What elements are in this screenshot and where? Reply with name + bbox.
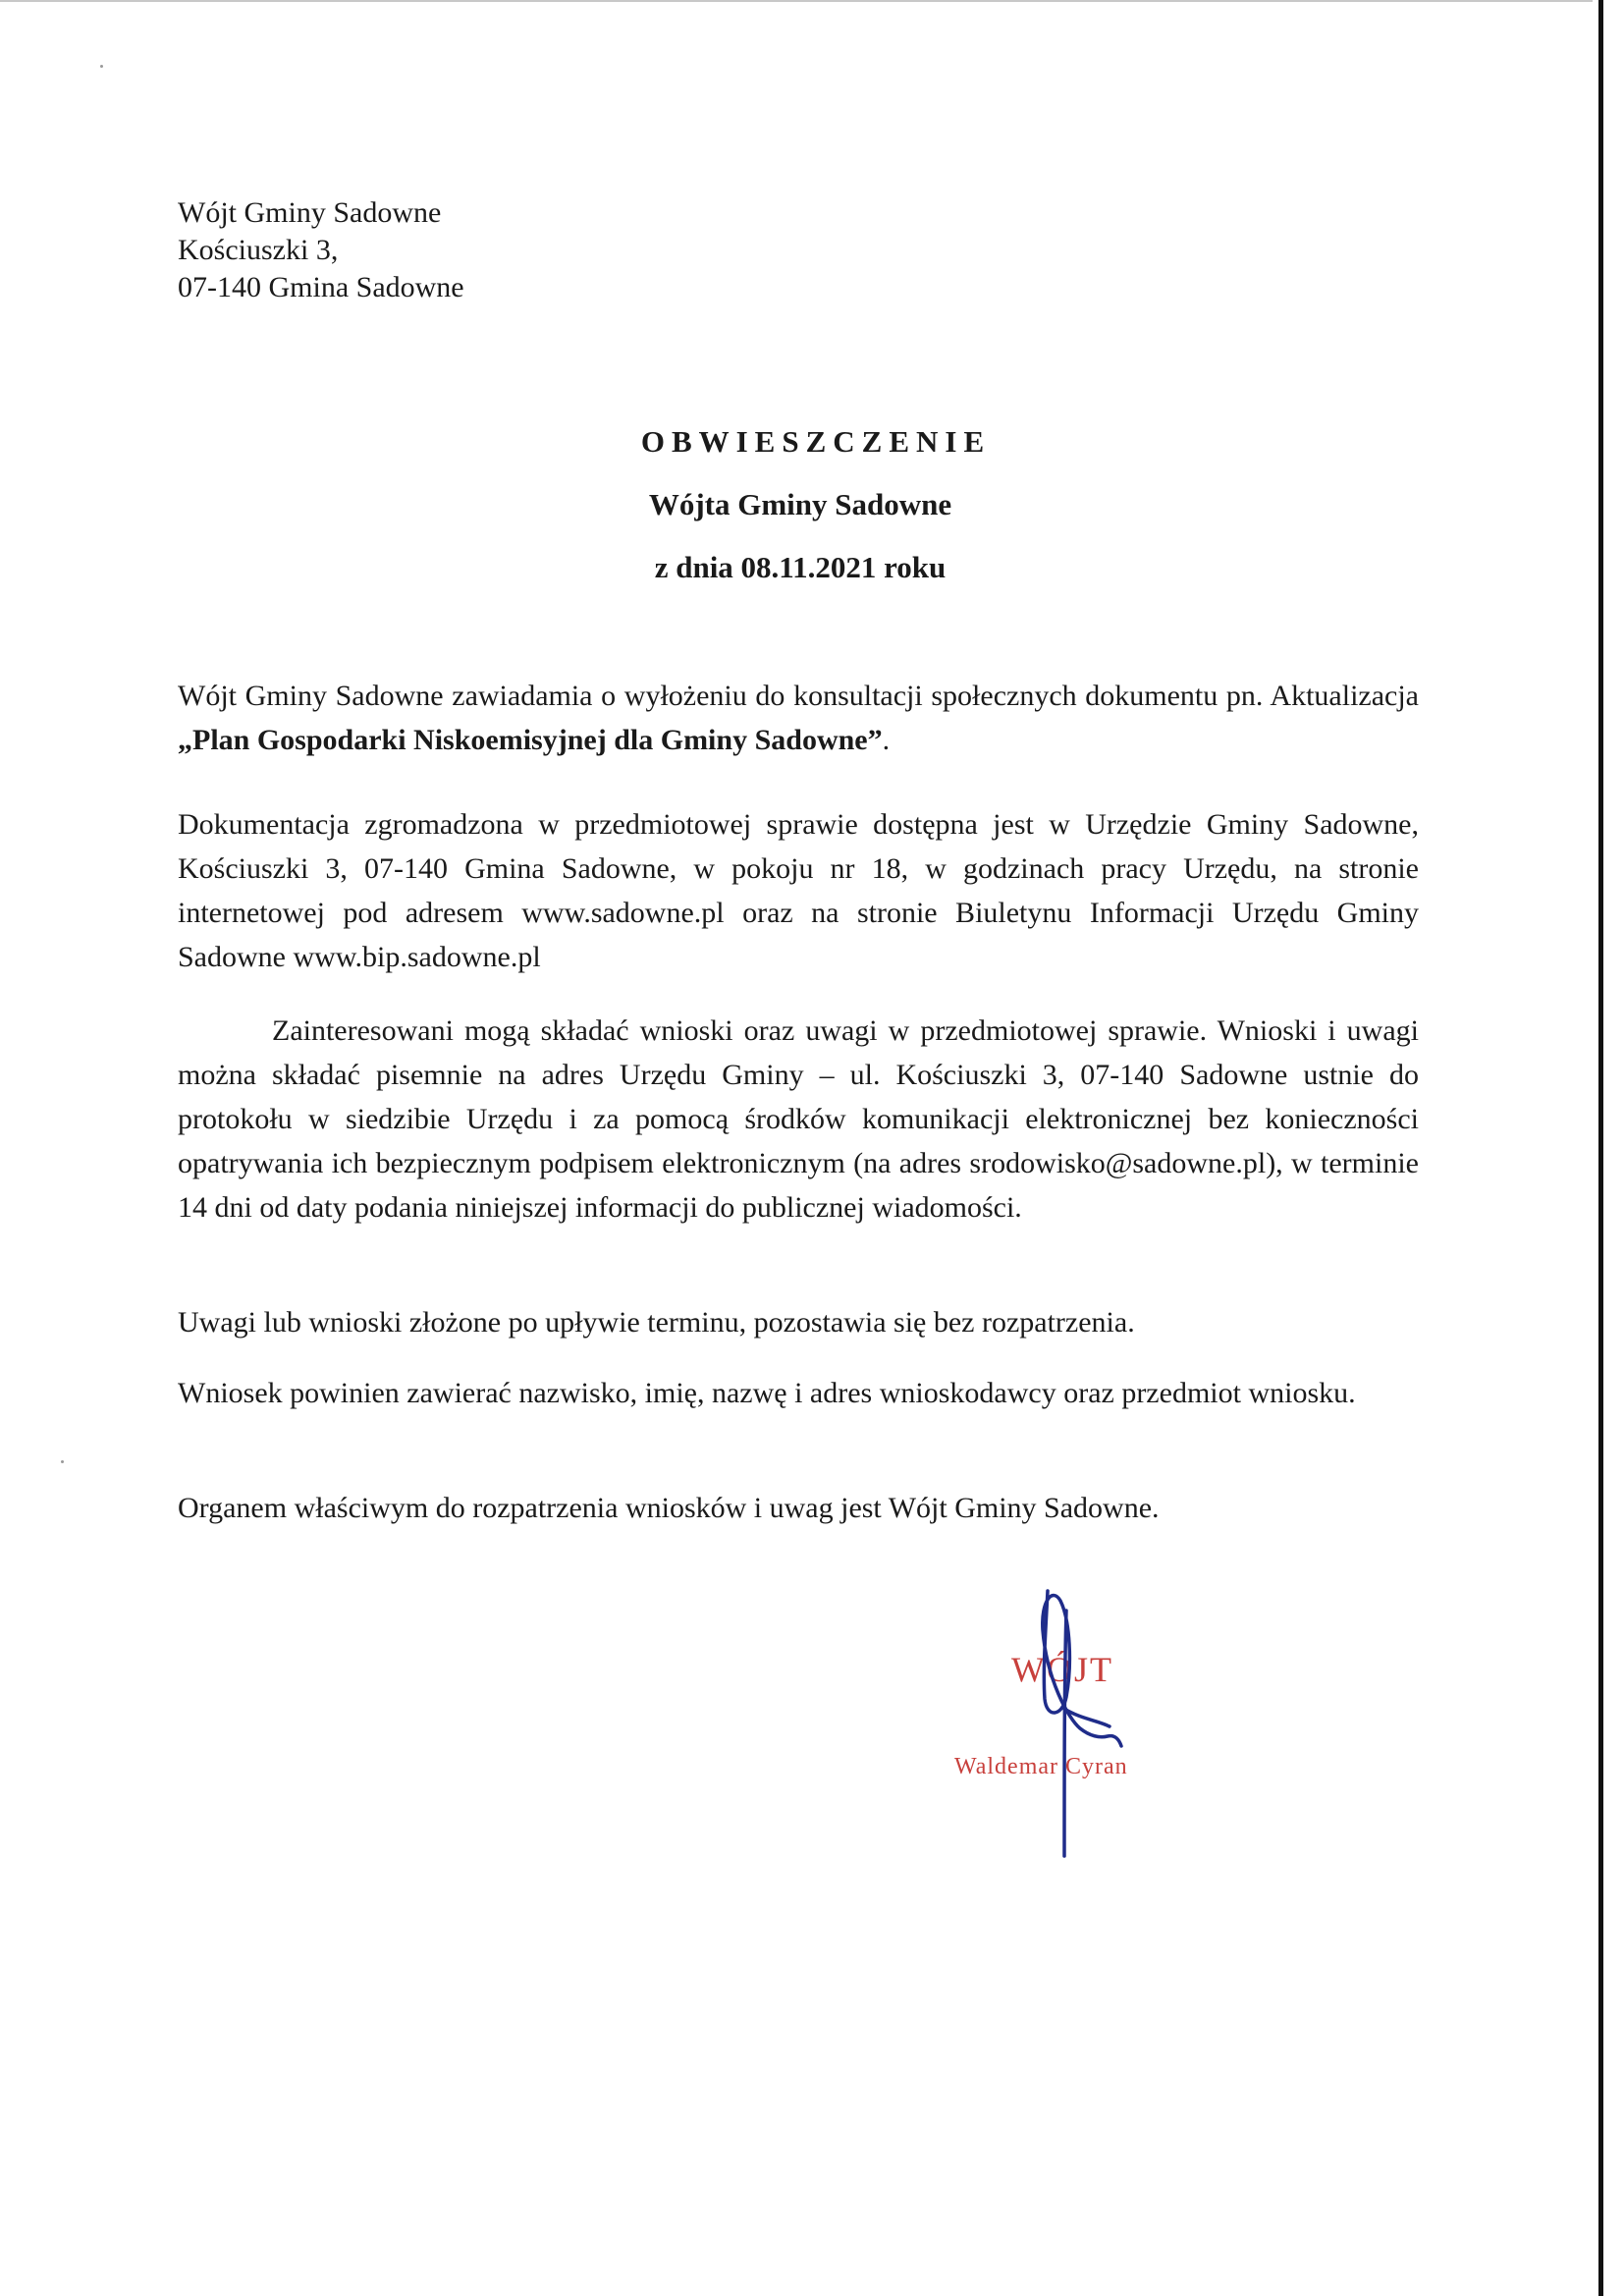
scan-speck <box>61 1460 64 1463</box>
paragraph-submission-contents: Wniosek powinien zawierać nazwisko, imię, nazwę i adres wnioskodawcy oraz przedmiot wniosku. <box>178 1377 1356 1409</box>
paragraph-late-submissions: Uwagi lub wnioski złożone po upływie terminu, pozostawia się bez rozpatrzenia. <box>178 1306 1135 1339</box>
paragraph-documentation: Dokumentacja zgromadzona w przedmiotowej sprawie dostępna jest w Urzędzie Gminy Sadowne, Kościuszki 3, 07-140 Gmina Sadowne, w pokoju nr 18, w godzinach pracy Urzędu, na stronie internetowej pod adresem www.sadowne.pl oraz na stronie Biuletynu Informacji Urzędu Gminy Sadowne www.bip.sadowne.pl <box>178 808 1419 973</box>
handwritten-signature <box>1043 1591 1121 1856</box>
scan-right-edge <box>1598 0 1603 2296</box>
sender-name: Wójt Gminy Sadowne <box>178 196 442 229</box>
sender-street: Kościuszki 3, <box>178 234 339 266</box>
paragraph-announcement <box>178 674 1419 762</box>
paragraph-submissions: Zainteresowani mogą składać wnioski oraz uwagi w przedmiotowej sprawie. Wnioski i uwagi można składać pisemnie na adres Urzędu Gminy – ul. Kościuszki 3, 07-140 Sadowne ustnie do protokołu w siedzibie Urzędu i za pomocą środków komunikacji elektronicznej bez konieczności opatrywania ich bezpiecznym podpisem elektronicznym (na adres srodowisko@sadowne.pl), w terminie 14 dni od daty podania niniejszej informacji do publicznej wiadomości. <box>178 1014 1419 1224</box>
sender-address <box>178 194 464 306</box>
stamp-title: WÓJT <box>1011 1650 1113 1689</box>
scan-speck <box>100 65 103 68</box>
stamp-name: Waldemar Cyran <box>954 1754 1128 1779</box>
scan-top-edge <box>0 0 1593 2</box>
stamp-and-signature <box>933 1571 1247 1886</box>
sender-postal: 07-140 Gmina Sadowne <box>178 271 464 303</box>
document-title: OBWIESZCZENIE <box>640 424 992 459</box>
document-subtitle: Wójta Gminy Sadowne <box>648 487 952 521</box>
plan-name: „Plan Gospodarki Niskoemisyjnej dla Gminy Sadowne” <box>178 724 883 756</box>
announcement-text: Wójt Gminy Sadowne zawiadamia o wyłożeniu do konsultacji społecznych dokumentu pn. Aktualizacja <box>178 680 1419 712</box>
announcement-end: . <box>882 724 891 756</box>
paragraph-authority: Organem właściwym do rozpatrzenia wniosków i uwag jest Wójt Gminy Sadowne. <box>178 1492 1160 1524</box>
document-date: z dnia 08.11.2021 roku <box>654 550 947 584</box>
stamp <box>954 1650 1128 1779</box>
